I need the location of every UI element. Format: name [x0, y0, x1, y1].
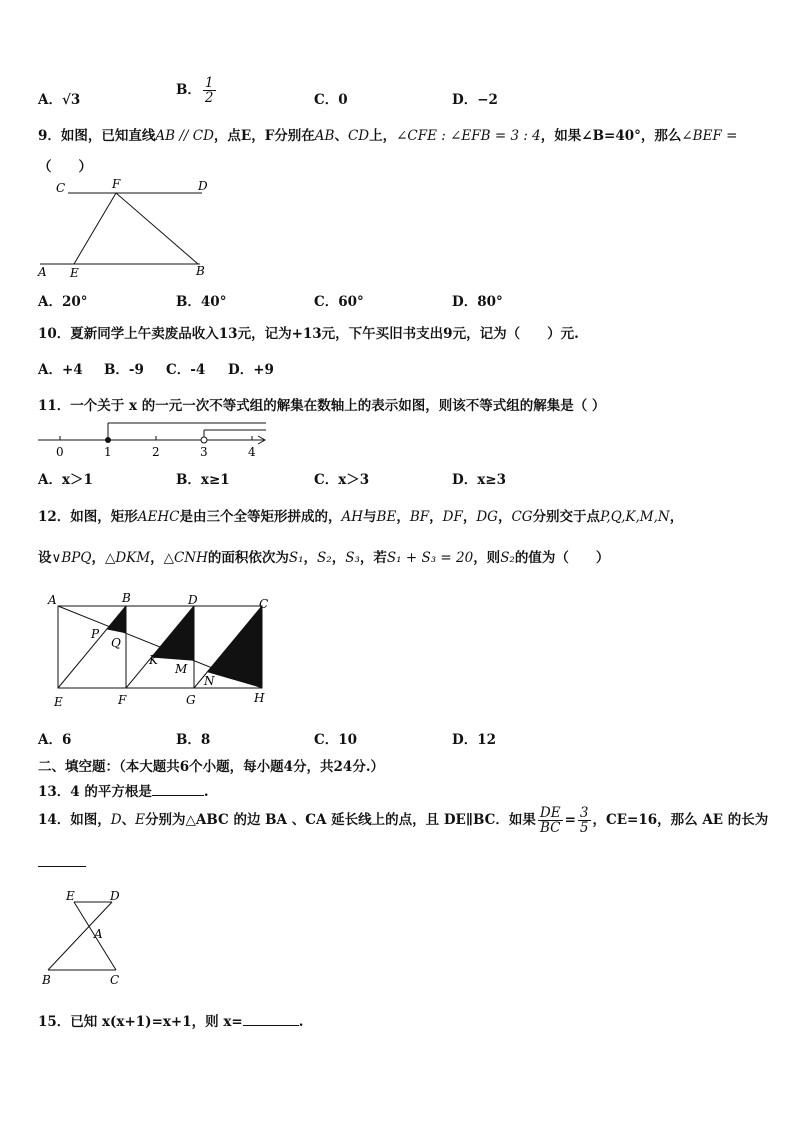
q12-bf: BF [409, 509, 430, 525]
q14-text-pre: 14．如图， [38, 812, 111, 829]
q9-label-f: F [112, 177, 121, 191]
q9-figure [30, 176, 230, 282]
q11-option-d: D．x≥3 [452, 472, 506, 488]
q9-option-d: D．80° [452, 294, 503, 310]
q9-segment-fe [74, 193, 116, 264]
q12-label-b: B [122, 591, 131, 605]
q9-text-4: ，如果∠B=40°，那么 [540, 128, 682, 144]
q14-equals: = [564, 812, 576, 829]
q12-label-f: F [118, 693, 127, 707]
q8-option-b-label: B． [176, 82, 201, 99]
q8-option-d: D．−2 [452, 92, 498, 108]
q12-comma-7: ， [303, 550, 318, 566]
q14-ratio-den: BC [539, 820, 561, 837]
q12-bpq: ∨BPQ [51, 550, 92, 566]
q12-option-b: B．8 [176, 732, 211, 748]
q12-label-c: C [259, 597, 269, 611]
q9-bef: ∠BEF = [681, 128, 738, 144]
q12-label-d: D [188, 593, 198, 607]
q14-answer-blank[interactable] [38, 866, 86, 867]
q11-option-b: B．x≥1 [176, 472, 230, 488]
section-fill-in-title: 二、填空题：（本大题共6个小题，每小题4分，共24分.） [38, 759, 385, 775]
q9-label-d: D [198, 179, 208, 193]
q12-comma-1: ， [396, 509, 410, 525]
q9-label-a: A [38, 265, 47, 279]
q14-text-post: ，CE=16，那么 AE 的长为 [592, 812, 769, 829]
q14-value-den: 5 [579, 820, 589, 837]
q12-text-1b: 是由三个全等矩形拼成的， [179, 509, 342, 525]
q12-label-n: N [204, 674, 215, 688]
q14-sep: 、 [121, 812, 136, 829]
q12-s1: S₁ [288, 550, 304, 566]
q8-option-b-den: 2 [204, 90, 214, 107]
q14-d: D [110, 812, 122, 829]
q14-label-e: E [66, 889, 75, 903]
q14-label-d: D [110, 889, 120, 903]
q12-dg: DG [476, 509, 498, 525]
q9-label-e: E [70, 266, 79, 280]
q10-stem: 10．夏新同学上午卖废品收入13元，记为+13元，下午买旧书支出9元，记为（ ）元. [38, 326, 579, 342]
q12-ah: AH [341, 509, 364, 525]
q11-number-line [34, 418, 274, 462]
q9-text-1: 9．如图，已知直线 [38, 128, 156, 144]
q12-label-a: A [48, 593, 57, 607]
q12-option-a: A．6 [38, 732, 72, 748]
q12-text-1d: ， [669, 509, 684, 525]
q13-stem [38, 780, 209, 800]
q12-cnh: △CNH [163, 550, 208, 566]
q14-label-b: B [42, 973, 51, 987]
q12-yu: 与 [363, 509, 377, 525]
q14-stem [38, 806, 768, 835]
q13-text-post: . [203, 784, 209, 800]
q11-open-dot [201, 437, 207, 443]
q14-label-a: A [94, 927, 103, 941]
q11-tick-label-1: 1 [104, 445, 112, 459]
q14-label-c: C [110, 973, 120, 987]
q14-ratio-num: DE [539, 805, 561, 821]
q8-option-b-num: 1 [204, 75, 214, 91]
q9-option-c: C．60° [314, 294, 364, 310]
q12-text-2b: 的面积依次为 [207, 550, 289, 566]
q11-tick-label-4: 4 [248, 445, 256, 459]
q12-text-2c: ，若 [359, 550, 387, 566]
q9-paren: （ ） [38, 159, 92, 175]
q15-stem [38, 1010, 303, 1030]
q12-option-c: C．10 [314, 732, 358, 748]
q15-text-post: . [298, 1014, 304, 1030]
q9-segment-fb [116, 193, 198, 264]
q12-s3: S₃ [345, 550, 360, 566]
q8-option-b [176, 76, 218, 105]
q9-ratio: ∠CFE : ∠EFB = 3 : 4 [396, 128, 541, 144]
q12-triangle-bpq [107, 606, 126, 633]
q15-text-pre: 15．已知 x(x+1)=x+1，则 x= [38, 1014, 243, 1030]
q12-text-1a: 12．如图，矩形 [38, 509, 138, 525]
q9-text-3: 上， [369, 128, 397, 144]
q12-be: BE [376, 509, 397, 525]
q15-answer-blank[interactable] [243, 1013, 299, 1026]
q14-figure [36, 886, 136, 988]
q12-option-d: D．12 [452, 732, 496, 748]
q10-option-b: B．-9 [104, 362, 144, 378]
q11-option-a: A．x＞1 [38, 472, 93, 488]
q9-label-c: C [56, 181, 66, 195]
q12-equation: S₁ + S₃ = 20 [386, 550, 474, 566]
q12-text-2a: 设 [38, 550, 52, 566]
q12-s2-ask: S₂ [500, 550, 515, 566]
q10-option-d: D．+9 [228, 362, 274, 378]
q14-text-mid: 分别为△ABC 的边 BA 、CA 延长线上的点，且 DE∥BC．如果 [144, 812, 536, 829]
q8-option-b-fraction [203, 76, 216, 105]
q12-dkm: △DKM [104, 550, 151, 566]
q12-figure [40, 590, 280, 712]
q12-stem-2 [38, 546, 609, 566]
q14-value-fraction [578, 806, 591, 835]
q10-option-c: C．-4 [166, 362, 206, 378]
q9-ab: AB [314, 128, 335, 144]
q12-label-p: P [91, 627, 100, 641]
q14-e: E [135, 812, 145, 829]
q12-comma-8: ， [331, 550, 346, 566]
q12-label-g: G [186, 693, 196, 707]
q9-option-b: B．40° [176, 294, 227, 310]
q9-sep: 、 [334, 128, 348, 144]
q12-text-2d: ，则 [473, 550, 501, 566]
q8-option-c: C．0 [314, 92, 348, 108]
q12-comma-3: ， [462, 509, 477, 525]
q12-cg: CG [511, 509, 533, 525]
q12-comma-5: ， [91, 550, 105, 566]
q12-comma-2: ， [429, 509, 443, 525]
q9-text-2: ，点E，F分别在 [213, 128, 315, 144]
q12-comma-6: ， [150, 550, 164, 566]
q12-label-e: E [54, 695, 63, 709]
q9-label-b: B [196, 264, 205, 278]
q14-value-num: 3 [579, 805, 589, 821]
q12-triangle-cnh [207, 606, 262, 688]
q12-stem-1 [38, 505, 683, 525]
q11-stem: 11．一个关于 x 的一元一次不等式组的解集在数轴上的表示如图，则该不等式组的解集是（ ） [38, 398, 606, 414]
q13-answer-blank[interactable] [152, 783, 204, 796]
q12-points: P,Q,K,M,N [600, 509, 670, 525]
q9-cd: CD [347, 128, 370, 144]
q12-aehc: AEHC [137, 509, 180, 525]
q12-text-1c: 分别交于点 [532, 509, 601, 525]
q11-tick-label-3: 3 [200, 445, 208, 459]
q12-label-h: H [254, 691, 265, 705]
q11-tick-label-0: 0 [56, 445, 64, 459]
q9-stem [38, 124, 737, 144]
q12-s2: S₂ [317, 550, 332, 566]
q11-closed-dot [105, 437, 111, 443]
q8-option-a: A．√3 [38, 92, 81, 108]
q11-option-c: C．x＞3 [314, 472, 370, 488]
q12-df: DF [442, 509, 463, 525]
q12-label-q: Q [111, 636, 121, 650]
q13-text-pre: 13．4 的平方根是 [38, 784, 152, 800]
q10-option-a: A．+4 [38, 362, 83, 378]
q9-option-a: A．20° [38, 294, 88, 310]
q12-label-m: M [175, 662, 188, 676]
q9-ab-cd: AB // CD [155, 128, 214, 144]
q12-label-k: K [149, 653, 158, 667]
q12-text-2e: 的值为（ ） [514, 550, 610, 566]
q12-comma-4: ， [497, 509, 512, 525]
q11-tick-label-2: 2 [152, 445, 160, 459]
q14-ratio-fraction [538, 806, 563, 835]
